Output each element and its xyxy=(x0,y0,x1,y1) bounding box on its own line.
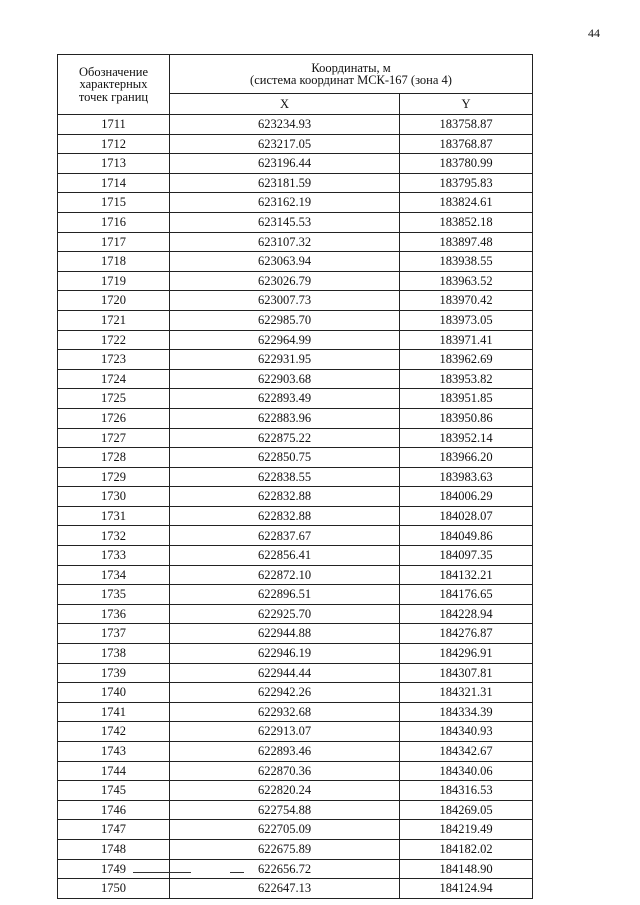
point-designation-header xyxy=(58,55,170,115)
y-coordinate-cell: 183824.61 xyxy=(400,193,533,213)
table-row xyxy=(58,722,533,742)
y-coordinate-cell: 183971.41 xyxy=(400,330,533,350)
x-coordinate-cell: 622985.70 xyxy=(170,310,400,330)
x-coordinate-cell: 622944.44 xyxy=(170,663,400,683)
y-coordinate-cell: 183768.87 xyxy=(400,134,533,154)
table-row xyxy=(58,330,533,350)
table-row xyxy=(58,350,533,370)
x-coordinate-cell: 622964.99 xyxy=(170,330,400,350)
y-coordinate-cell: 184307.81 xyxy=(400,663,533,683)
x-coordinate-cell: 623007.73 xyxy=(170,291,400,311)
table-row xyxy=(58,800,533,820)
table-row xyxy=(58,820,533,840)
y-coordinate-cell: 184049.86 xyxy=(400,526,533,546)
y-coordinate-cell: 183758.87 xyxy=(400,115,533,135)
y-coordinate-cell: 184340.06 xyxy=(400,761,533,781)
x-coordinate-cell: 623217.05 xyxy=(170,134,400,154)
signature-line xyxy=(133,872,191,873)
y-coordinate-cell: 184276.87 xyxy=(400,624,533,644)
point-id-cell: 1744 xyxy=(58,761,170,781)
table-row xyxy=(58,879,533,899)
table-row xyxy=(58,467,533,487)
x-coordinate-cell: 622832.88 xyxy=(170,506,400,526)
table-row xyxy=(58,859,533,879)
table-row xyxy=(58,546,533,566)
y-coordinate-cell: 183970.42 xyxy=(400,291,533,311)
y-coordinate-cell: 183952.14 xyxy=(400,428,533,448)
point-id-cell: 1747 xyxy=(58,820,170,840)
coordinates-header-line: (система координат МСК-167 (зона 4) xyxy=(250,73,452,87)
point-id-cell: 1749 xyxy=(58,859,170,879)
x-coordinate-cell: 622893.46 xyxy=(170,742,400,762)
point-id-cell: 1738 xyxy=(58,644,170,664)
point-id-cell: 1728 xyxy=(58,448,170,468)
table-row xyxy=(58,232,533,252)
y-coordinate-cell: 184269.05 xyxy=(400,800,533,820)
x-coordinate-cell: 623162.19 xyxy=(170,193,400,213)
y-coordinate-cell: 183951.85 xyxy=(400,389,533,409)
table-row xyxy=(58,487,533,507)
x-coordinate-cell: 623234.93 xyxy=(170,115,400,135)
point-id-cell: 1714 xyxy=(58,173,170,193)
x-coordinate-cell: 622913.07 xyxy=(170,722,400,742)
y-coordinate-cell: 183953.82 xyxy=(400,369,533,389)
table-row xyxy=(58,212,533,232)
x-coordinate-cell: 622837.67 xyxy=(170,526,400,546)
x-coordinate-cell: 622893.49 xyxy=(170,389,400,409)
point-id-cell: 1725 xyxy=(58,389,170,409)
x-coordinate-cell: 623145.53 xyxy=(170,212,400,232)
y-coordinate-cell: 183973.05 xyxy=(400,310,533,330)
y-coordinate-cell: 184132.21 xyxy=(400,565,533,585)
y-coordinate-cell: 183950.86 xyxy=(400,408,533,428)
x-coordinate-cell: 623107.32 xyxy=(170,232,400,252)
y-coordinate-cell: 183780.99 xyxy=(400,154,533,174)
table-row xyxy=(58,291,533,311)
x-coordinate-cell: 622872.10 xyxy=(170,565,400,585)
x-coordinate-cell: 622856.41 xyxy=(170,546,400,566)
table-row xyxy=(58,506,533,526)
x-coordinate-cell: 622946.19 xyxy=(170,644,400,664)
x-coordinate-cell: 622931.95 xyxy=(170,350,400,370)
page-number: 44 xyxy=(588,26,600,40)
table-row xyxy=(58,134,533,154)
x-coordinate-cell: 623063.94 xyxy=(170,252,400,272)
table-row xyxy=(58,585,533,605)
point-id-cell: 1736 xyxy=(58,604,170,624)
y-coordinate-cell: 183983.63 xyxy=(400,467,533,487)
point-id-cell: 1735 xyxy=(58,585,170,605)
point-header-line: Обозначение xyxy=(78,64,149,79)
point-id-cell: 1740 xyxy=(58,683,170,703)
x-coordinate-cell: 622875.22 xyxy=(170,428,400,448)
y-coordinate-cell: 184176.65 xyxy=(400,585,533,605)
y-coordinate-cell: 184028.07 xyxy=(400,506,533,526)
signature-line xyxy=(230,872,244,873)
x-coordinate-cell: 623196.44 xyxy=(170,154,400,174)
coordinates-header xyxy=(170,55,533,94)
y-coordinate-cell: 183963.52 xyxy=(400,271,533,291)
y-coordinate-cell: 184006.29 xyxy=(400,487,533,507)
x-coordinate-cell: 623026.79 xyxy=(170,271,400,291)
x-coordinate-cell: 622675.89 xyxy=(170,839,400,859)
table-row xyxy=(58,742,533,762)
x-coordinate-cell: 622925.70 xyxy=(170,604,400,624)
y-column-header: Y xyxy=(400,94,533,115)
coordinates-table xyxy=(57,54,533,899)
point-id-cell: 1746 xyxy=(58,800,170,820)
y-coordinate-cell: 184296.91 xyxy=(400,644,533,664)
x-column-header: X xyxy=(170,94,400,115)
point-id-cell: 1737 xyxy=(58,624,170,644)
x-coordinate-cell: 622942.26 xyxy=(170,683,400,703)
point-id-cell: 1713 xyxy=(58,154,170,174)
x-coordinate-cell: 622903.68 xyxy=(170,369,400,389)
x-coordinate-cell: 622883.96 xyxy=(170,408,400,428)
point-id-cell: 1719 xyxy=(58,271,170,291)
x-coordinate-cell: 622754.88 xyxy=(170,800,400,820)
y-coordinate-cell: 184340.93 xyxy=(400,722,533,742)
table-row xyxy=(58,310,533,330)
x-coordinate-cell: 622838.55 xyxy=(170,467,400,487)
x-coordinate-cell: 622932.68 xyxy=(170,702,400,722)
x-coordinate-cell: 622647.13 xyxy=(170,879,400,899)
point-id-cell: 1727 xyxy=(58,428,170,448)
x-coordinate-cell: 622944.88 xyxy=(170,624,400,644)
point-id-cell: 1750 xyxy=(58,879,170,899)
x-coordinate-cell: 623181.59 xyxy=(170,173,400,193)
table-row xyxy=(58,271,533,291)
y-coordinate-cell: 184342.67 xyxy=(400,742,533,762)
table-row xyxy=(58,604,533,624)
point-id-cell: 1732 xyxy=(58,526,170,546)
x-coordinate-cell: 622705.09 xyxy=(170,820,400,840)
table-row xyxy=(58,154,533,174)
y-coordinate-cell: 184334.39 xyxy=(400,702,533,722)
y-coordinate-cell: 184124.94 xyxy=(400,879,533,899)
point-id-cell: 1733 xyxy=(58,546,170,566)
point-id-cell: 1743 xyxy=(58,742,170,762)
table-row xyxy=(58,781,533,801)
table-row xyxy=(58,702,533,722)
table-row xyxy=(58,644,533,664)
table-body xyxy=(58,115,533,899)
point-id-cell: 1720 xyxy=(58,291,170,311)
x-coordinate-cell: 622870.36 xyxy=(170,761,400,781)
table-row xyxy=(58,115,533,135)
x-coordinate-cell: 622896.51 xyxy=(170,585,400,605)
point-id-cell: 1726 xyxy=(58,408,170,428)
table-row xyxy=(58,173,533,193)
point-id-cell: 1739 xyxy=(58,663,170,683)
table-row xyxy=(58,389,533,409)
point-id-cell: 1716 xyxy=(58,212,170,232)
y-coordinate-cell: 184097.35 xyxy=(400,546,533,566)
y-coordinate-cell: 184182.02 xyxy=(400,839,533,859)
x-coordinate-cell: 622656.72 xyxy=(170,859,400,879)
table-row xyxy=(58,624,533,644)
point-id-cell: 1742 xyxy=(58,722,170,742)
point-id-cell: 1718 xyxy=(58,252,170,272)
point-id-cell: 1721 xyxy=(58,310,170,330)
point-id-cell: 1741 xyxy=(58,702,170,722)
table-row xyxy=(58,565,533,585)
table-row xyxy=(58,252,533,272)
table-row xyxy=(58,369,533,389)
x-coordinate-cell: 622850.75 xyxy=(170,448,400,468)
point-id-cell: 1723 xyxy=(58,350,170,370)
y-coordinate-cell: 184321.31 xyxy=(400,683,533,703)
point-id-cell: 1722 xyxy=(58,330,170,350)
point-id-cell: 1745 xyxy=(58,781,170,801)
coordinates-header-line: Координаты, м xyxy=(311,60,391,75)
point-header-line: точек границ xyxy=(78,89,149,104)
point-id-cell: 1734 xyxy=(58,565,170,585)
y-coordinate-cell: 184219.49 xyxy=(400,820,533,840)
table-row xyxy=(58,428,533,448)
point-id-cell: 1729 xyxy=(58,467,170,487)
point-id-cell: 1730 xyxy=(58,487,170,507)
y-coordinate-cell: 184228.94 xyxy=(400,604,533,624)
table-row xyxy=(58,683,533,703)
table-row xyxy=(58,526,533,546)
table-row xyxy=(58,761,533,781)
y-coordinate-cell: 183852.18 xyxy=(400,212,533,232)
y-coordinate-cell: 183897.48 xyxy=(400,232,533,252)
point-id-cell: 1711 xyxy=(58,115,170,135)
y-coordinate-cell: 184316.53 xyxy=(400,781,533,801)
y-coordinate-cell: 183795.83 xyxy=(400,173,533,193)
y-coordinate-cell: 183966.20 xyxy=(400,448,533,468)
x-coordinate-cell: 622832.88 xyxy=(170,487,400,507)
table-row xyxy=(58,193,533,213)
point-id-cell: 1724 xyxy=(58,369,170,389)
point-id-cell: 1715 xyxy=(58,193,170,213)
table-row xyxy=(58,448,533,468)
point-id-cell: 1748 xyxy=(58,839,170,859)
table-row xyxy=(58,663,533,683)
y-coordinate-cell: 183938.55 xyxy=(400,252,533,272)
y-coordinate-cell: 183962.69 xyxy=(400,350,533,370)
point-id-cell: 1731 xyxy=(58,506,170,526)
table-row xyxy=(58,408,533,428)
table-row xyxy=(58,839,533,859)
point-header-line: характерных xyxy=(79,77,148,92)
point-id-cell: 1712 xyxy=(58,134,170,154)
y-coordinate-cell: 184148.90 xyxy=(400,859,533,879)
x-coordinate-cell: 622820.24 xyxy=(170,781,400,801)
point-id-cell: 1717 xyxy=(58,232,170,252)
